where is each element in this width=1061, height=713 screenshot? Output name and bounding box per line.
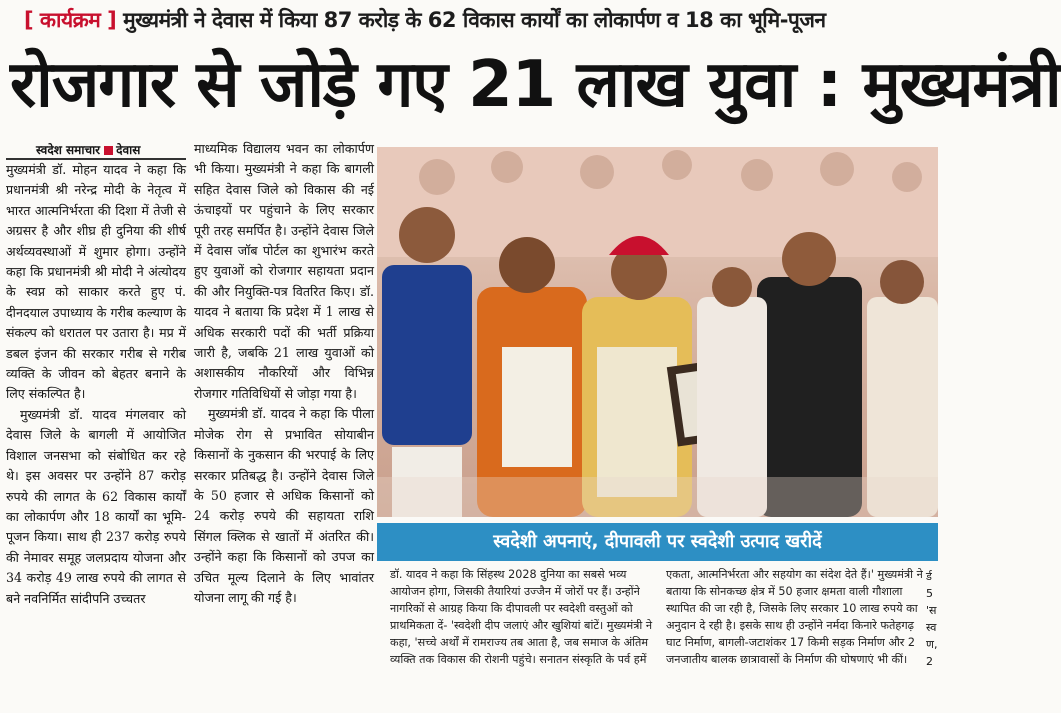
sub-banner: स्वदेशी अपनाएं, दीपावली पर स्वदेशी उत्पाद खरीदें [377,523,938,561]
article-column-2 [194,139,374,608]
paragraph: माध्यमिक विद्यालय भवन का लोकार्पण भी किया। मुख्यमंत्री ने कहा कि बागली सहित देवास जिले को विकास की नई ऊंचाइयों पर पहुंचाने के लिए सरकार पूरी तरह समर्पित है। उन्होंने देवास जिले में देवास जॉब पोर्टल का शुभारंभ करते हुए युवाओं को रोजगार सहायता प्रदान की और नियुक्ति-पत्र वितरित किए। डॉ. यादव ने बताया कि प्रदेश में 1 लाख से अधिक सरकारी पदों की भर्ती प्रक्रिया जारी है, जबकि 21 लाख युवाओं को अशासकीय नौकरियों और विभिन्न रोजगार गतिविधियों से जोड़ा गया है। [194,141,374,401]
dateline-place: देवास [116,143,141,157]
box-text-right: एकता, आत्मनिर्भरता और सहयोग का संदेश देते हैं।' मुख्यमंत्री ने बताया कि सोनकच्छ क्षेत्र में 50 हजार क्षमता वाली गौशाला स्थापित की जा रही है, जिसके लिए सरकार 10 लाख रुपये का अनुदान दे रही है। इसके साथ ही उन्होंने नर्मदा किनारे फतेहगढ़ घाट निर्माण, बागली-जटाशंकर 17 किमी सड़क निर्माण और 2 जनजातीय बालक छात्रावासों के निर्माण की घोषणाएं भी कीं। [666,568,923,666]
paragraph: मुख्यमंत्री डॉ. मोहन यादव ने कहा कि प्रधानमंत्री श्री नरेन्द्र मोदी के नेतृत्व में भारत आत्मनिर्भरता की दिशा में तेजी से अग्रसर है और शीघ्र ही दुनिया की शीर्ष अर्थव्यवस्थाओं में शुमार होगा। उन्होंने कहा कि प्रधानमंत्री श्री मोदी ने अंत्योदय के स्वप्न को साकार करते हुए पं. दीनदयाल उपाध्याय के गरीब कल्याण के संकल्प को धरातल पर उतारा है। मप्र में डबल इंजन की सरकार गरीब से गरीब व्यक्ति के जीवन को बेहतर बनाने के लिए संकल्पित है। [6,162,186,402]
dateline-source: स्वदेश समाचार [36,143,101,157]
event-photo-illustration [377,147,938,517]
kicker [24,6,826,34]
paragraph: मुख्यमंत्री डॉ. यादव ने कहा कि पीला मोजेक रोग से प्रभावित सोयाबीन किसानों के नुकसान की भरपाई के लिए सरकार प्रतिबद्ध है। उन्होंने देवास जिले के 50 हजार से अधिक किसानों को 24 करोड़ रुपये की सहायता राशि सिंगल क्लिक से खातों में अंतरित की। उन्होंने कहा कि किसानों को उपज का उचित मूल्य दिलाने के लिए भावांतर योजना लागू की गई है। [194,406,374,605]
headline: रोजगार से जोड़े गए 21 लाख युवा : मुख्यमंत्री [10,48,1061,122]
kicker-tag: [ कार्यक्रम ] [24,8,117,32]
adjacent-article-fragment: र्ड 5 'स स्व ण, 2 [926,570,938,668]
kicker-text: मुख्यमंत्री ने देवास में किया 87 करोड़ के 62 विकास कार्यों का लोकार्पण व 18 का भूमि-पूजन [123,8,826,32]
paragraph: मुख्यमंत्री डॉ. यादव मंगलवार को देवास जिले के बागली में आयोजित विशाल जनसभा को संबोधित कर रहे थे। इस अवसर पर उन्होंने 87 करोड़ रुपये की लागत के 62 विकास कार्यों का लोकार्पण और 18 कार्यों का भूमि-पूजन किया। साथ ही 237 करोड़ रुपये की नेमावर समूह जलप्रदाय योजना और 34 करोड़ 49 लाख रुपये की लागत से बने नवनिर्मित सांदीपनि उच्चतर [6,406,186,606]
dateline [36,141,140,158]
box-text-left: डॉ. यादव ने कहा कि सिंहस्थ 2028 दुनिया का सबसे भव्य आयोजन होगा, जिसकी तैयारियां उज्जैन में जोरों पर हैं। उन्होंने नागरिकों से आग्रह किया कि दीपावली पर स्वदेशी वस्तुओं को प्राथमिकता दें- 'स्वदेशी दीप जलाएं और खुशियां बांटें। मुख्यमंत्री ने कहा, 'सच्चे अर्थों में रामराज्य तब आता है, जब समाज के अंतिम व्यक्ति तक विकास की रोशनी पहुंचे। सनातन संस्कृति के पर्व हमें [390,568,653,666]
event-photo [377,147,938,517]
article-column-1 [6,160,186,609]
location-pin-icon [104,146,113,155]
